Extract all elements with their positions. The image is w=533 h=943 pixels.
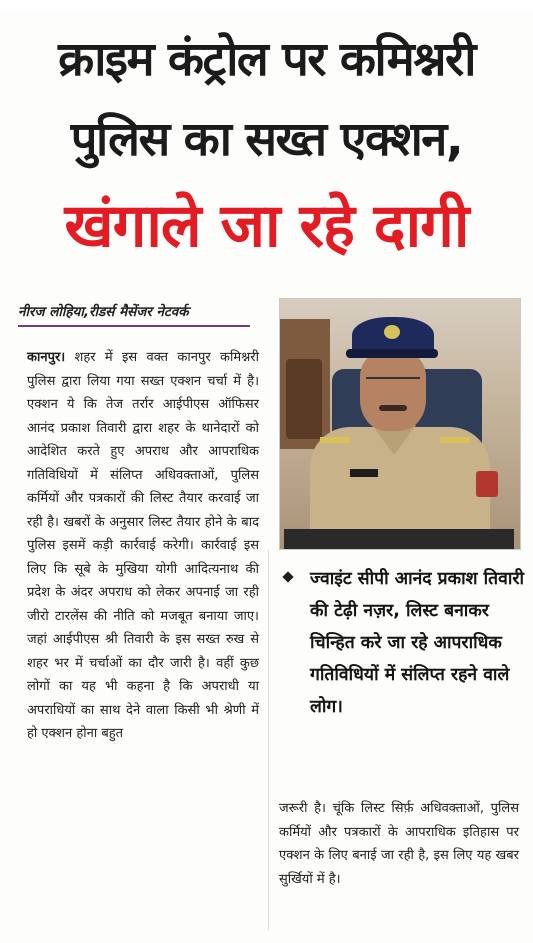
column-divider bbox=[268, 550, 269, 930]
article-continued: जरूरी है। चूंकि लिस्ट सिर्फ़ अधिवक्ताओं, पुलिस कर्मियों और पत्रकारों के आपराधिक इतिहास पर एक्शन के लिए बनाई जा रही है, इस लिए यह खबर सुर्खियों में है। bbox=[279, 801, 519, 887]
headline-line-2: पुलिस का सख्त एक्शन, bbox=[70, 112, 463, 167]
photo-shoulder-insignia-right bbox=[440, 437, 470, 443]
byline: नीरज लोहिया,रीडर्स मैसेंजर नेटवर्क bbox=[18, 304, 189, 320]
photo-microphones bbox=[284, 529, 514, 549]
article-left-column bbox=[27, 346, 259, 746]
photo-face bbox=[360, 353, 426, 431]
headline-line-3: खंगाले जा रहे दागी bbox=[64, 191, 469, 261]
photo-cap-badge bbox=[384, 325, 400, 339]
pull-quote-text: ज्वाइंट सीपी आनंद प्रकाश तिवारी की टेढ़ी नज़र, लिस्ट बनाकर चिन्हित करे जा रहे आपराधिक गतिविधियों में संलिप्त रहने वाले लोग। bbox=[310, 569, 525, 717]
photo-chair bbox=[286, 359, 322, 439]
photo-cap-brim bbox=[346, 349, 438, 358]
photo-moustache bbox=[379, 405, 407, 411]
top-edge-sliver bbox=[0, 0, 533, 10]
headline-line-1: क्राइम कंट्रोल पर कमिश्नरी bbox=[58, 32, 475, 87]
photo-shoulder-patch bbox=[476, 471, 498, 497]
byline-underline bbox=[18, 325, 250, 327]
article-dateline: कानपुर। bbox=[27, 350, 66, 365]
photo-name-tag bbox=[350, 469, 378, 477]
diamond-bullet-icon bbox=[282, 571, 293, 582]
officer-photo bbox=[279, 298, 521, 550]
article-body: शहर में इस वक्त कानपुर कमिश्नरी पुलिस द्वारा लिया गया सख्त एक्शन चर्चा में है। एक्शन ये कि तेज तर्रार आईपीएस ऑफिसर आनंद प्रकाश तिवारी द्वारा शहर के थानेदारों को आदेशित करते हुए अपराध और आपराधिक गतिविधियों में संलिप्त अधिवक्ताओं, पुलिस कर्मियों और पत्रकारों की लिस्ट तैयार करवाई जा रही है। खबरों के अनुसार लिस्ट तैयार होने के बाद पुलिस इसमें कड़ी कार्रवाई करेगी। कार्रवाई इस लिए कि सूबे के मुखिया योगी आदित्यनाथ की प्रदेश के अंदर अपराध को लेकर अपनाई जा रही जीरो टारलेंस की नीति को मजबूत बनाया जाए। जहां आईपीएस श्री तिवारी के इस सख्त रुख से शहर भर में चर्चाओं का दौर जारी है। वहीं कुछ लोगों का यह भी कहना है कि अपराधी या अपराधियों का साथ देने वाला किसी भी श्रेणी में हो एक्शन होना बहुत bbox=[27, 350, 259, 741]
article-right-column bbox=[279, 797, 519, 891]
photo-shoulder-insignia-left bbox=[320, 437, 350, 443]
photo-glasses bbox=[366, 377, 420, 389]
article-paragraph bbox=[27, 346, 259, 746]
